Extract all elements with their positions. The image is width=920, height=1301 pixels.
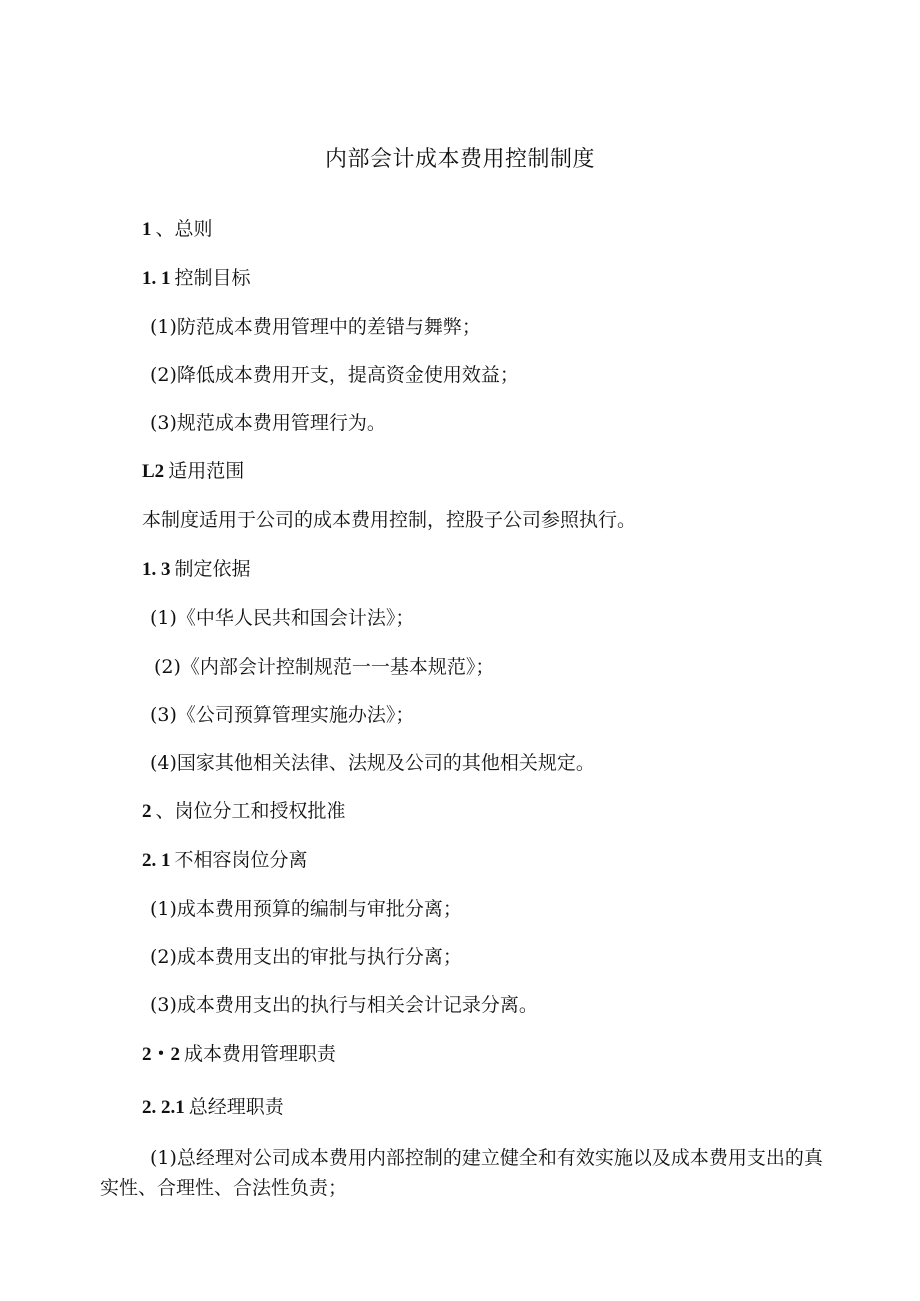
section-text: 、岗位分工和授权批准 [155,800,346,822]
section-text: 制定依据 [174,558,251,580]
section-number: 1. 1 [142,268,171,289]
subsection-heading [142,1095,284,1120]
body-paragraph: 本制度适用于公司的成本费用控制，控股子公司参照执行。 [142,509,637,531]
section-number: 1 [142,219,152,240]
list-item: (2)《内部会计控制规范一一基本规范》； [154,656,495,678]
subsection-heading [142,266,251,291]
section-text: 成本费用管理职责 [184,1043,337,1065]
subsection-heading [142,1042,336,1067]
section-text: 总经理职责 [188,1096,284,1118]
section-number: 2. 2.1 [142,1097,185,1118]
section-number: 2・2 [142,1044,181,1065]
list-item: (1)防范成本费用管理中的差错与舞弊； [150,316,481,338]
section-text: 、总则 [155,218,213,240]
list-item: (3)规范成本费用管理行为。 [150,412,386,434]
subsection-heading [142,848,308,873]
list-item: (3)成本费用支出的执行与相关会计记录分离。 [150,994,538,1016]
list-item: (4)国家其他相关法律、法规及公司的其他相关规定。 [150,752,595,774]
section-text: 不相容岗位分离 [174,849,308,871]
subsection-heading [142,459,244,484]
list-item: (3)《公司预算管理实施办法》； [150,704,415,726]
section-number: 2. 1 [142,850,171,871]
section-heading [142,799,346,824]
section-heading [142,217,213,242]
list-item: (1)《中华人民共和国会计法》； [150,607,415,629]
body-paragraph: (1)总经理对公司成本费用内部控制的建立健全和有效实施以及成本费用支出的真实性、合理性、合法性负责； [100,1147,823,1199]
list-item: (1)成本费用预算的编制与审批分离； [150,898,462,920]
section-text: 适用范围 [168,460,245,482]
section-number: L2 [142,461,165,482]
list-item: (2)成本费用支出的审批与执行分离； [150,946,462,968]
section-number: 1. 3 [142,559,171,580]
subsection-heading [142,557,251,582]
page-title: 内部会计成本费用控制制度 [324,147,595,172]
section-text: 控制目标 [174,267,251,289]
section-number: 2 [142,801,152,822]
list-item: (2)降低成本费用开支，提高资金使用效益； [150,364,519,386]
